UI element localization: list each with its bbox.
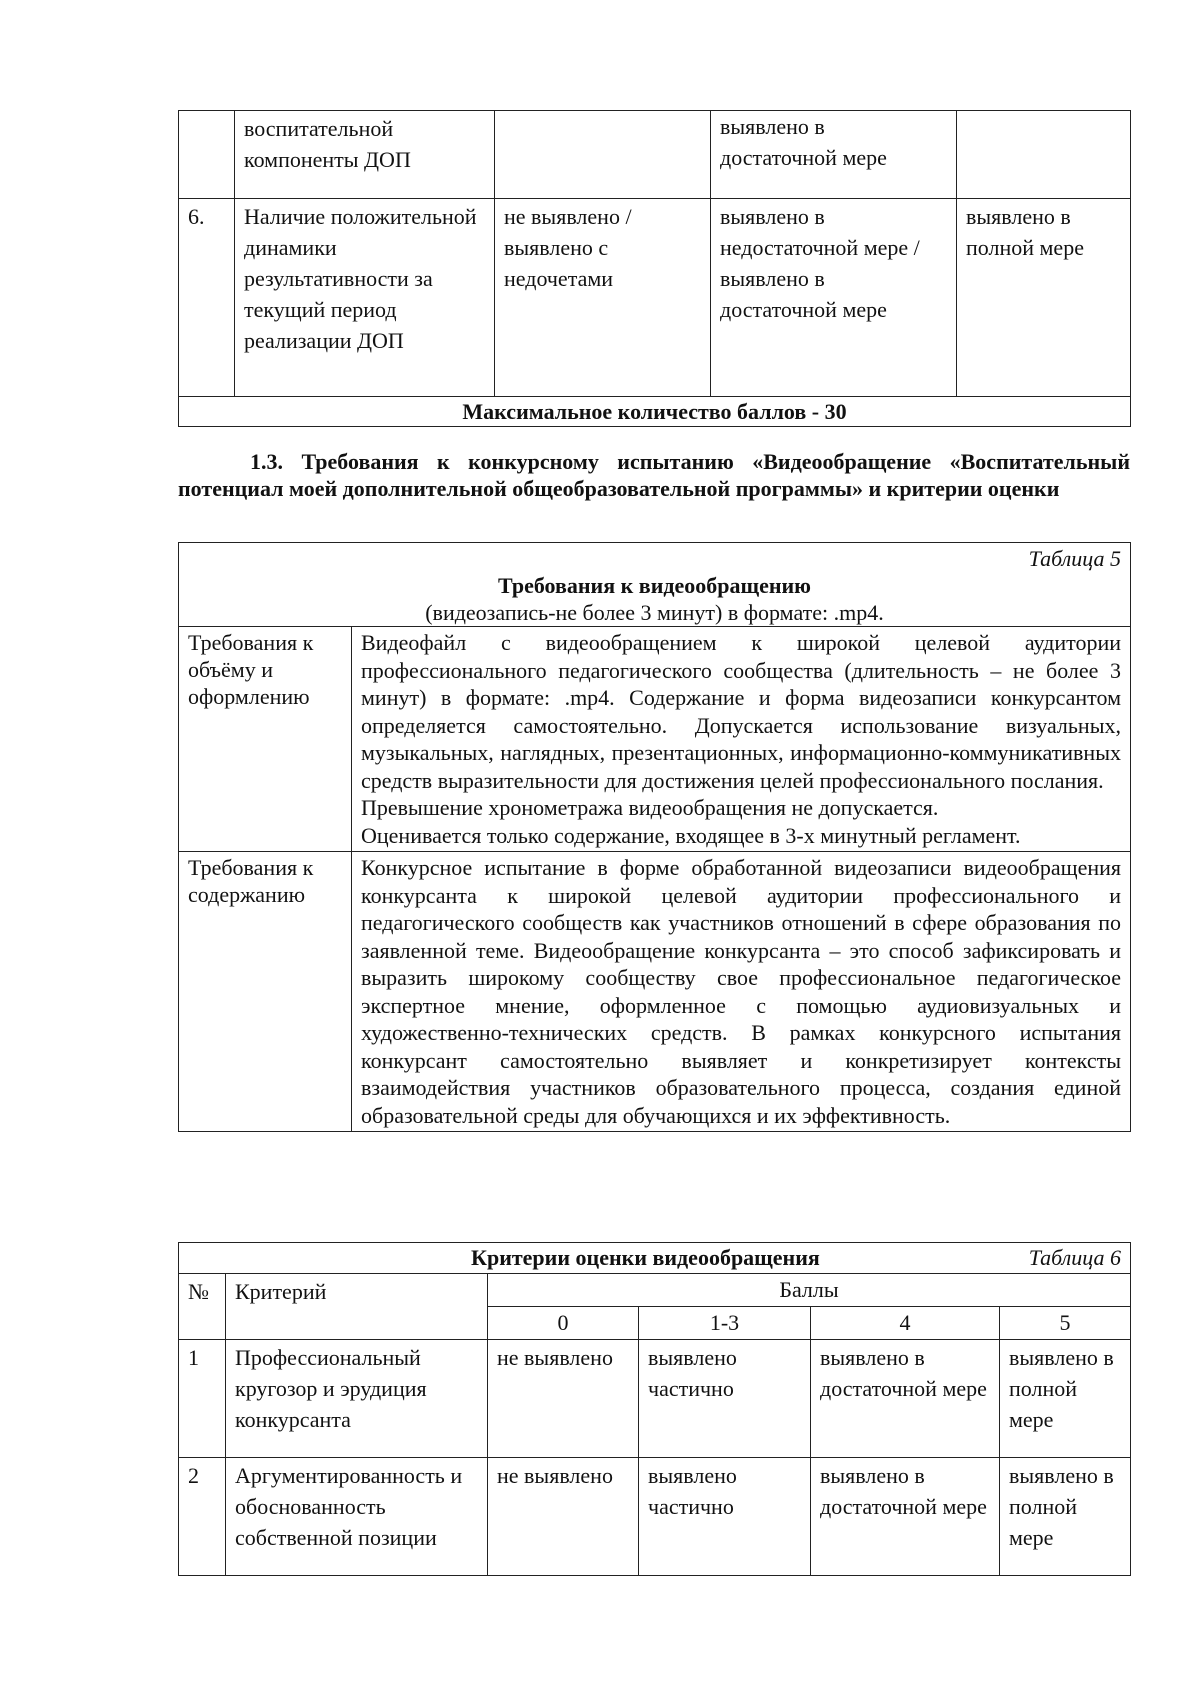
table-row xyxy=(179,852,1131,1132)
row-label: Требования к объёму и оформлению xyxy=(179,627,352,852)
video-requirements-table xyxy=(178,542,1131,1132)
score-cell: выявлено частично xyxy=(639,1458,811,1576)
max-score: Максимальное количество баллов - 30 xyxy=(179,397,1131,427)
table-row xyxy=(179,1458,1131,1576)
table-row xyxy=(179,627,1131,852)
score-cell: выявлено в полной мере xyxy=(1000,1458,1131,1576)
requirement-text: Видеофайл с видеообращением к широкой целевой аудитории профессионального педагогического сообщества (длительность – не более 3 минут) в формате: .mp4. Содержание и форма видеозаписи конкурсантом определяется самостоятельно. Допускается использование визуальных, музыкальных, наглядных, презентационных, информационно-коммуникативных средств выразительности для достижения целей профессионального послания. xyxy=(361,630,1121,793)
table-header-row xyxy=(179,1243,1131,1274)
points-header: 0 xyxy=(488,1307,639,1340)
criterion-cell: Наличие положительной динамики результативности за текущий период реализации ДОП xyxy=(235,199,495,397)
criterion-cell: Профессиональный кругозор и эрудиция конкурсанта xyxy=(226,1340,488,1458)
score-cell: выявлено в недостаточной мере / выявлено в достаточной мере xyxy=(711,199,957,397)
criterion-cell: Аргументированность и обоснованность собственной позиции xyxy=(226,1458,488,1576)
points-header: 1-3 xyxy=(639,1307,811,1340)
table-caption: Таблица 6 xyxy=(1028,1245,1122,1270)
table-subtitle: (видеозапись-не более 3 минут) в формате: .mp4. xyxy=(425,600,884,625)
table-row xyxy=(179,397,1131,427)
table-row xyxy=(179,199,1131,397)
row-label: Требования к содержанию xyxy=(179,852,352,1132)
score-cell: выявлено в достаточной мере xyxy=(811,1340,1000,1458)
section-heading: 1.3. Требования к конкурсному испытанию «Видеообращение «Воспитательный потенциал моей дополнительной общеобразовательной программы» и критерии оценки xyxy=(178,449,1130,501)
row-number: 2 xyxy=(179,1458,226,1576)
criteria-table-continued xyxy=(178,110,1131,427)
table-row xyxy=(179,111,1131,199)
score-cell: не выявлено xyxy=(488,1458,639,1576)
requirement-text: Оценивается только содержание, входящее в 3-х минутный регламент. xyxy=(361,822,1021,848)
video-criteria-table xyxy=(178,1242,1131,1576)
row-number: 1 xyxy=(179,1340,226,1458)
column-header: № xyxy=(179,1274,226,1340)
requirement-text: Конкурсное испытание в форме обработанной видеозаписи видеообращения конкурсанта к широкой целевой аудитории профессионального и педагогического сообществ как участников отношений в сфере образования по заявленной теме. Видеообращение конкурсанта – это способ зафиксировать и выразить широкому сообществу свое профессиональное педагогическое экспертное мнение, оформленное с помощью аудиовизуальных и художественно-технических средств. В рамках конкурсного испытания конкурсант самостоятельно выявляет и конкретизирует контексты взаимодействия участников образовательного процесса, создания единой образовательной среды для обучающихся и их эффективность. xyxy=(361,855,1121,1128)
score-cell: выявлено в достаточной мере xyxy=(811,1458,1000,1576)
table-caption: Таблица 5 xyxy=(1028,546,1121,571)
table-header-row xyxy=(179,1274,1131,1307)
column-header: Критерий xyxy=(226,1274,488,1340)
score-cell: не выявлено xyxy=(488,1340,639,1458)
column-header: Баллы xyxy=(488,1274,1131,1307)
table-row xyxy=(179,1340,1131,1458)
table-title: Критерии оценки видеообращения xyxy=(471,1245,820,1270)
score-cell: выявлено в полной мере xyxy=(1000,1340,1131,1458)
score-cell: выявлено в достаточной мере xyxy=(711,111,957,199)
table-header-row xyxy=(179,543,1131,627)
score-cell: не выявлено / выявлено с недочетами xyxy=(495,199,711,397)
score-cell: выявлено частично xyxy=(639,1340,811,1458)
table-title: Требования к видеообращению xyxy=(498,573,811,598)
criterion-cell: воспитательной компоненты ДОП xyxy=(235,111,495,199)
requirement-text: Превышение хронометража видеообращения не допускается. xyxy=(361,795,939,820)
points-header: 4 xyxy=(811,1307,1000,1340)
row-number: 6. xyxy=(179,199,235,397)
score-cell: выявлено в полной мере xyxy=(957,199,1131,397)
points-header: 5 xyxy=(1000,1307,1131,1340)
